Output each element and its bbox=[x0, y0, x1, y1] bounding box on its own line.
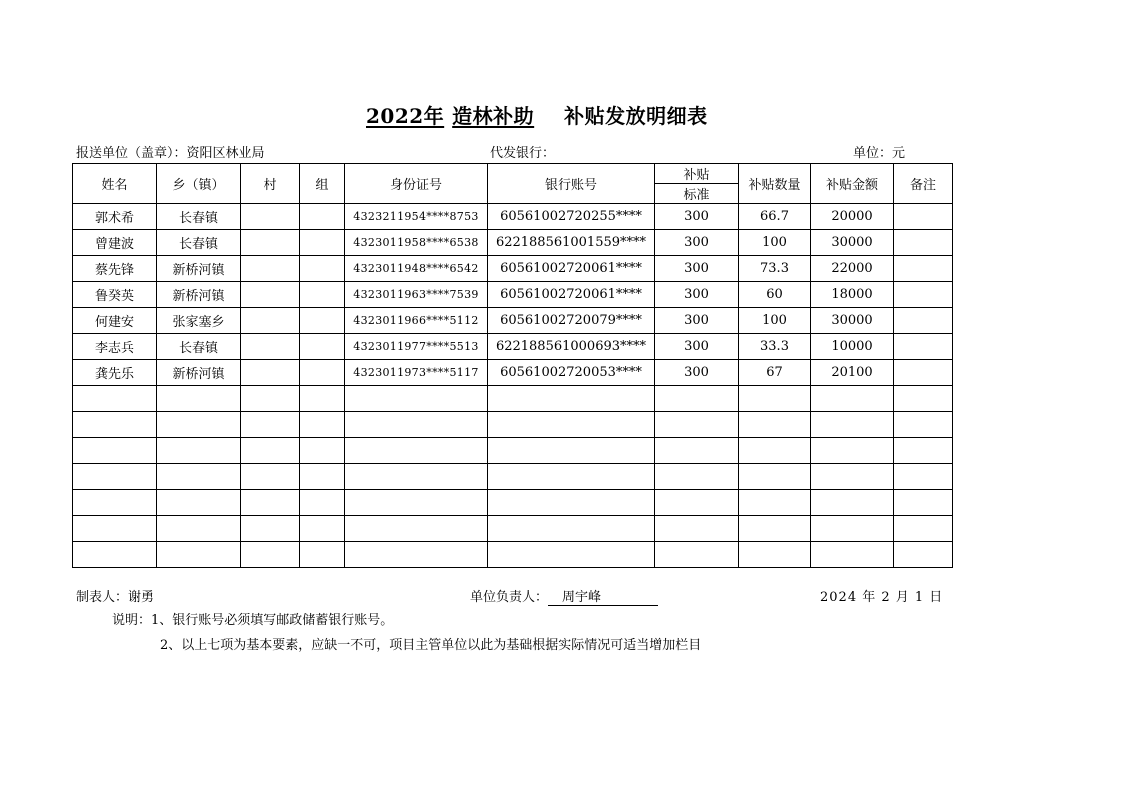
cell-account bbox=[488, 464, 655, 490]
cell-township bbox=[157, 412, 241, 438]
cell-township: 张家塞乡 bbox=[157, 308, 241, 334]
cell-standard: 300 bbox=[655, 360, 739, 386]
cell-group bbox=[300, 464, 345, 490]
cell-amount: 20100 bbox=[811, 360, 894, 386]
cell-name: 何建安 bbox=[73, 308, 157, 334]
report-date: 2024 年 2 月 1 日 bbox=[820, 590, 944, 605]
cell-group bbox=[300, 412, 345, 438]
cell-village bbox=[241, 412, 300, 438]
cell-id bbox=[345, 386, 488, 412]
header-village: 村 bbox=[241, 164, 300, 204]
cell-amount: 20000 bbox=[811, 204, 894, 230]
cell-group bbox=[300, 308, 345, 334]
cell-village bbox=[241, 256, 300, 282]
cell-village bbox=[241, 386, 300, 412]
cell-quantity bbox=[739, 542, 811, 568]
cell-village bbox=[241, 282, 300, 308]
cell-standard bbox=[655, 464, 739, 490]
cell-name: 龚先乐 bbox=[73, 360, 157, 386]
cell-remark bbox=[894, 490, 953, 516]
cell-township bbox=[157, 542, 241, 568]
cell-remark bbox=[894, 360, 953, 386]
table-row bbox=[73, 516, 953, 542]
table-row bbox=[73, 360, 953, 386]
cell-township bbox=[157, 438, 241, 464]
cell-group bbox=[300, 516, 345, 542]
cell-name: 曾建波 bbox=[73, 230, 157, 256]
cell-amount: 30000 bbox=[811, 230, 894, 256]
table-body bbox=[73, 204, 953, 568]
preparer bbox=[76, 586, 154, 605]
cell-village bbox=[241, 438, 300, 464]
header-standard-top: 补贴 bbox=[655, 164, 739, 184]
cell-group bbox=[300, 490, 345, 516]
note-2: 2、以上七项为基本要素，应缺一不可，项目主管单位以此为基础根据实际情况可适当增加栏目 bbox=[160, 638, 702, 653]
cell-account: 622188561000693**** bbox=[488, 334, 655, 360]
currency-unit bbox=[853, 142, 905, 161]
cell-township: 新桥河镇 bbox=[157, 282, 241, 308]
cell-standard bbox=[655, 412, 739, 438]
cell-village bbox=[241, 516, 300, 542]
cell-amount bbox=[811, 542, 894, 568]
agent-bank bbox=[490, 142, 555, 161]
cell-name bbox=[73, 490, 157, 516]
cell-township: 新桥河镇 bbox=[157, 256, 241, 282]
cell-amount bbox=[811, 516, 894, 542]
cell-remark bbox=[894, 438, 953, 464]
note-1 bbox=[112, 609, 393, 628]
cell-remark bbox=[894, 412, 953, 438]
header-amount: 补贴金额 bbox=[811, 164, 894, 204]
cell-amount bbox=[811, 490, 894, 516]
cell-quantity bbox=[739, 464, 811, 490]
cell-remark bbox=[894, 334, 953, 360]
cell-name: 郭术希 bbox=[73, 204, 157, 230]
table-row bbox=[73, 204, 953, 230]
cell-name: 蔡先锋 bbox=[73, 256, 157, 282]
cell-id bbox=[345, 412, 488, 438]
header-township: 乡（镇） bbox=[157, 164, 241, 204]
cell-township bbox=[157, 516, 241, 542]
cell-id: 4323211954****8753 bbox=[345, 204, 488, 230]
cell-standard: 300 bbox=[655, 308, 739, 334]
responsible-label: 单位负责人： bbox=[470, 590, 549, 605]
header-name: 姓名 bbox=[73, 164, 157, 204]
note-1-text: 1、银行账号必须填写邮政储蓄银行账号。 bbox=[151, 613, 394, 628]
cell-account: 60561002720255**** bbox=[488, 204, 655, 230]
cell-group bbox=[300, 438, 345, 464]
cell-amount: 18000 bbox=[811, 282, 894, 308]
cell-group bbox=[300, 542, 345, 568]
header-group: 组 bbox=[300, 164, 345, 204]
header-standard-bottom: 标准 bbox=[655, 184, 739, 204]
cell-group bbox=[300, 360, 345, 386]
table-row bbox=[73, 386, 953, 412]
cell-group bbox=[300, 204, 345, 230]
header-account: 银行账号 bbox=[488, 164, 655, 204]
cell-account: 622188561001559**** bbox=[488, 230, 655, 256]
table-row bbox=[73, 412, 953, 438]
cell-amount: 22000 bbox=[811, 256, 894, 282]
cell-quantity: 100 bbox=[739, 308, 811, 334]
cell-remark bbox=[894, 282, 953, 308]
reporting-unit bbox=[76, 142, 265, 161]
title-suffix: 补贴发放明细表 bbox=[564, 104, 708, 128]
reporting-unit-value: 资阳区林业局 bbox=[186, 146, 265, 161]
header-quantity: 补贴数量 bbox=[739, 164, 811, 204]
cell-amount bbox=[811, 412, 894, 438]
cell-group bbox=[300, 282, 345, 308]
page-title bbox=[300, 100, 708, 129]
table-row bbox=[73, 464, 953, 490]
cell-account bbox=[488, 490, 655, 516]
cell-standard bbox=[655, 386, 739, 412]
cell-quantity: 67 bbox=[739, 360, 811, 386]
cell-id bbox=[345, 516, 488, 542]
table-row bbox=[73, 542, 953, 568]
cell-remark bbox=[894, 204, 953, 230]
table-row bbox=[73, 230, 953, 256]
cell-standard: 300 bbox=[655, 256, 739, 282]
note-label: 说明： bbox=[112, 613, 152, 628]
header-remark: 备注 bbox=[894, 164, 953, 204]
cell-standard: 300 bbox=[655, 204, 739, 230]
cell-standard bbox=[655, 438, 739, 464]
cell-name bbox=[73, 438, 157, 464]
currency-unit-value: 元 bbox=[892, 146, 906, 161]
cell-amount: 10000 bbox=[811, 334, 894, 360]
cell-standard bbox=[655, 490, 739, 516]
preparer-label: 制表人： bbox=[76, 590, 129, 605]
cell-account: 60561002720061**** bbox=[488, 256, 655, 282]
cell-account: 60561002720061**** bbox=[488, 282, 655, 308]
currency-unit-label: 单位： bbox=[853, 146, 893, 161]
cell-id: 4323011958****6538 bbox=[345, 230, 488, 256]
cell-id bbox=[345, 438, 488, 464]
cell-remark bbox=[894, 464, 953, 490]
cell-id bbox=[345, 464, 488, 490]
cell-id bbox=[345, 490, 488, 516]
cell-account: 60561002720079**** bbox=[488, 308, 655, 334]
cell-village bbox=[241, 204, 300, 230]
cell-quantity bbox=[739, 516, 811, 542]
reporting-unit-label: 报送单位（盖章）： bbox=[76, 146, 187, 161]
cell-name bbox=[73, 464, 157, 490]
cell-id: 4323011948****6542 bbox=[345, 256, 488, 282]
cell-remark bbox=[894, 386, 953, 412]
cell-village bbox=[241, 334, 300, 360]
cell-township: 长春镇 bbox=[157, 230, 241, 256]
cell-standard: 300 bbox=[655, 334, 739, 360]
cell-name bbox=[73, 412, 157, 438]
header-id: 身份证号 bbox=[345, 164, 488, 204]
cell-quantity bbox=[739, 412, 811, 438]
cell-account bbox=[488, 542, 655, 568]
cell-village bbox=[241, 360, 300, 386]
title-year: 2022年 bbox=[366, 104, 445, 128]
cell-standard bbox=[655, 542, 739, 568]
cell-name: 李志兵 bbox=[73, 334, 157, 360]
cell-village bbox=[241, 542, 300, 568]
cell-group bbox=[300, 334, 345, 360]
title-project: 造林补助 bbox=[452, 104, 535, 128]
responsible-value: 周宇峰 bbox=[548, 586, 658, 606]
table-row bbox=[73, 438, 953, 464]
cell-amount bbox=[811, 464, 894, 490]
cell-township: 长春镇 bbox=[157, 204, 241, 230]
cell-name: 鲁癸英 bbox=[73, 282, 157, 308]
cell-amount: 30000 bbox=[811, 308, 894, 334]
cell-group bbox=[300, 256, 345, 282]
table-row bbox=[73, 256, 953, 282]
cell-township bbox=[157, 464, 241, 490]
cell-remark bbox=[894, 308, 953, 334]
cell-amount bbox=[811, 386, 894, 412]
cell-standard: 300 bbox=[655, 230, 739, 256]
cell-name bbox=[73, 516, 157, 542]
preparer-value: 谢勇 bbox=[128, 590, 155, 605]
cell-account: 60561002720053**** bbox=[488, 360, 655, 386]
cell-name bbox=[73, 542, 157, 568]
agent-bank-label: 代发银行： bbox=[490, 146, 556, 161]
responsible-person bbox=[470, 586, 658, 606]
cell-group bbox=[300, 230, 345, 256]
cell-standard: 300 bbox=[655, 282, 739, 308]
cell-id: 4323011963****7539 bbox=[345, 282, 488, 308]
cell-village bbox=[241, 230, 300, 256]
cell-id: 4323011966****5112 bbox=[345, 308, 488, 334]
cell-village bbox=[241, 490, 300, 516]
table-row bbox=[73, 282, 953, 308]
cell-township: 长春镇 bbox=[157, 334, 241, 360]
cell-name bbox=[73, 386, 157, 412]
cell-quantity bbox=[739, 490, 811, 516]
cell-id: 4323011973****5117 bbox=[345, 360, 488, 386]
cell-village bbox=[241, 464, 300, 490]
cell-quantity: 60 bbox=[739, 282, 811, 308]
subsidy-table bbox=[72, 163, 953, 568]
cell-id: 4323011977****5513 bbox=[345, 334, 488, 360]
cell-quantity bbox=[739, 438, 811, 464]
cell-group bbox=[300, 386, 345, 412]
cell-remark bbox=[894, 256, 953, 282]
cell-remark bbox=[894, 230, 953, 256]
cell-quantity: 100 bbox=[739, 230, 811, 256]
table-row bbox=[73, 334, 953, 360]
cell-quantity bbox=[739, 386, 811, 412]
cell-remark bbox=[894, 542, 953, 568]
cell-quantity: 73.3 bbox=[739, 256, 811, 282]
cell-remark bbox=[894, 516, 953, 542]
table-row bbox=[73, 490, 953, 516]
cell-township bbox=[157, 386, 241, 412]
cell-quantity: 66.7 bbox=[739, 204, 811, 230]
cell-township: 新桥河镇 bbox=[157, 360, 241, 386]
cell-quantity: 33.3 bbox=[739, 334, 811, 360]
cell-account bbox=[488, 412, 655, 438]
cell-account bbox=[488, 516, 655, 542]
header-row bbox=[73, 164, 953, 184]
table-row bbox=[73, 308, 953, 334]
cell-account bbox=[488, 438, 655, 464]
cell-amount bbox=[811, 438, 894, 464]
cell-account bbox=[488, 386, 655, 412]
cell-village bbox=[241, 308, 300, 334]
cell-id bbox=[345, 542, 488, 568]
cell-township bbox=[157, 490, 241, 516]
cell-standard bbox=[655, 516, 739, 542]
